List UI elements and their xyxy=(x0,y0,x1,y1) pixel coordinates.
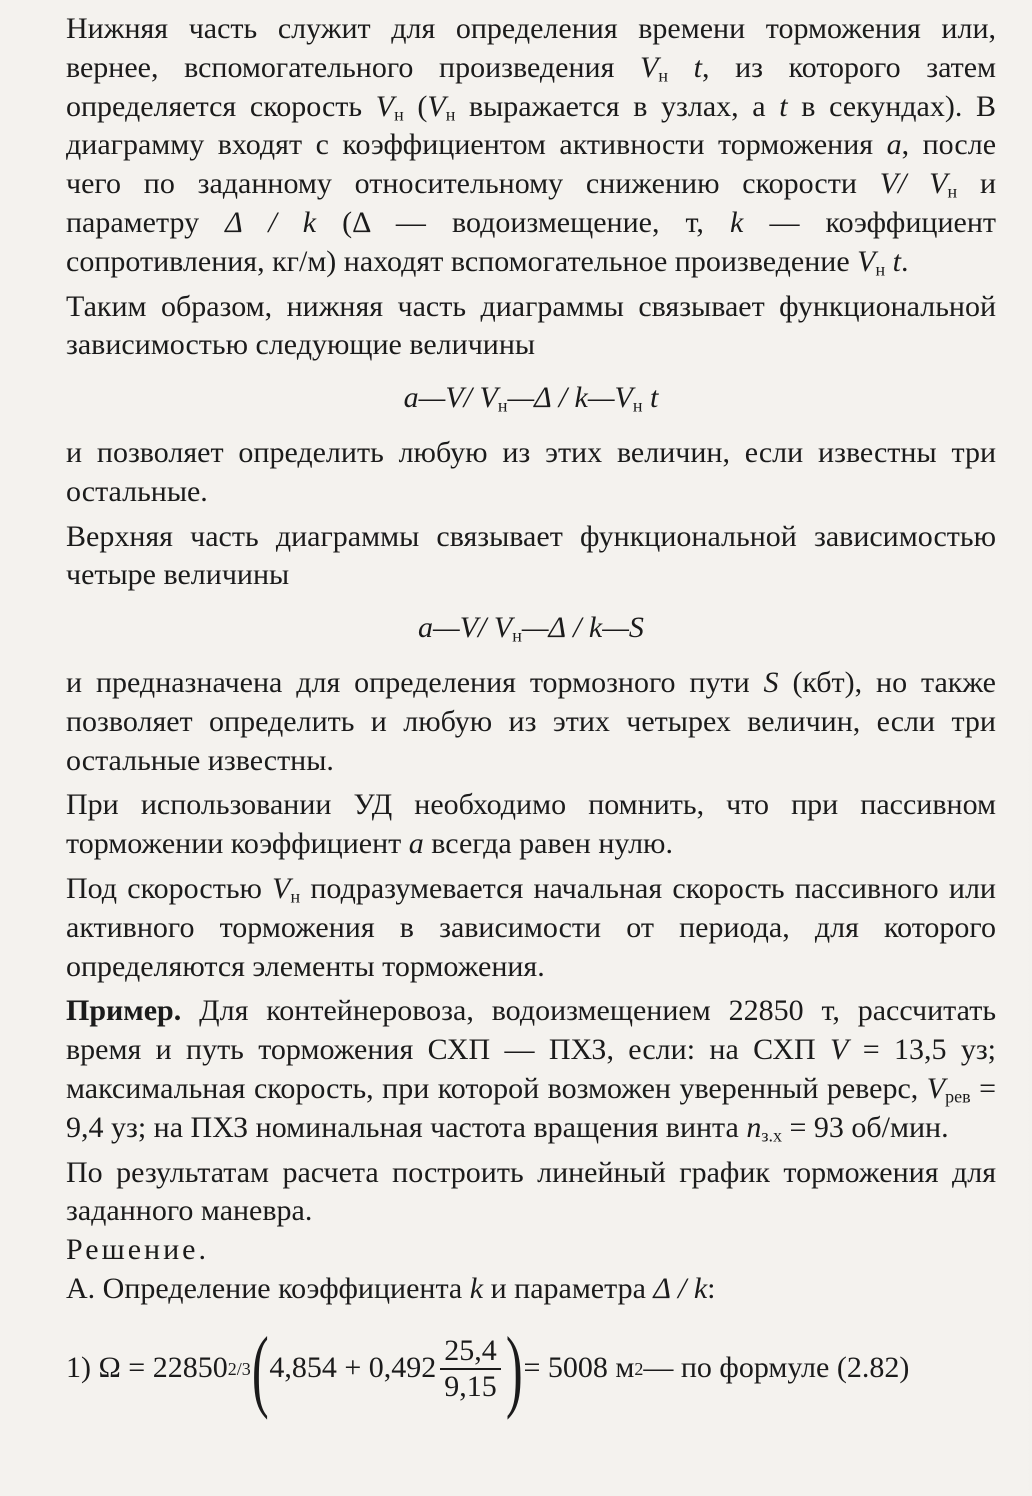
paragraph-example: Пример. Для контейнеровоза, водоизмещением 22850 т, рассчитать время и путь торможения СХП — ПХЗ, если: на СХП V = 13,5 уз; максимальная скорость, при которой возможен уверенный реверс, $V_{рев} = 9,4$ уз; на ПХЗ номинальная частота вращения винта $n_{з.х} = 93$ об/мин. xyxy=(66,994,997,1146)
paragraph-4: Верхняя часть диаграммы связывает функциональной зависимостью четыре величины xyxy=(66,519,996,592)
paragraph-3: и позволяет определить любую из этих величин, если известны три остальные. xyxy=(66,435,996,508)
equation-1: 1) Ω = 22850 2/3 ( 4,854 + 0,492 $\frac{25,4}{9,15}$ ) = 5008 м 2 — по формуле (2.82) xyxy=(66,1317,910,1420)
paragraph-11: А. Определение коэффициента k и параметра Δ / k: xyxy=(66,1271,716,1305)
paragraph-1: Нижняя часть служит для определения времени торможения или, вернее, вспомогательного произведения $V_н$ t, из которого затем определяется скорость $V_н$ ($V_н$ выражается в узлах, а t в секундах). В диаграмму входят с коэффициентом активности торможения a, после чего по заданному относительному снижению скорости V/ $V_н$ и параметру Δ / k (Δ — водоизмещение, т, k — коэффициент сопротивления, кг/м) находят вспомогательное произведение $V_н$ t. xyxy=(66,12,997,280)
paragraph-6: При использовании УД необходимо помнить, что при пассивном торможении коэффициент a всегда равен нулю. xyxy=(66,788,996,861)
paragraph-5: и предназначена для определения тормозного пути S (кбт), но также позволяет определить и любую из этих четырех величин, если три остальные известны. xyxy=(66,665,996,777)
solution-heading: Решение. xyxy=(66,1233,209,1267)
document-page xyxy=(66,10,997,1420)
left-paren: ( xyxy=(251,1317,269,1420)
formula-2: a—V/ $V_н—\Delta$ / k—S xyxy=(418,611,644,646)
formula-1: a—V/ $V_н—\Delta$ / $k—V_н$ t xyxy=(403,381,659,416)
paragraph-2: Таким образом, нижняя часть диаграммы связывает функциональной зависимостью следующие величины xyxy=(66,289,996,362)
right-paren: ) xyxy=(505,1317,523,1420)
fraction: $\frac{25,4}{9,15}$ xyxy=(440,1334,501,1404)
paragraph-7: Под скоростью $V_н$ подразумевается начальная скорость пассивного или активного торможения в зависимости от периода, для которого определяются элементы торможения. xyxy=(66,871,996,983)
paragraph-9: По результатам расчета построить линейный график торможения для заданного маневра. xyxy=(66,1155,996,1228)
